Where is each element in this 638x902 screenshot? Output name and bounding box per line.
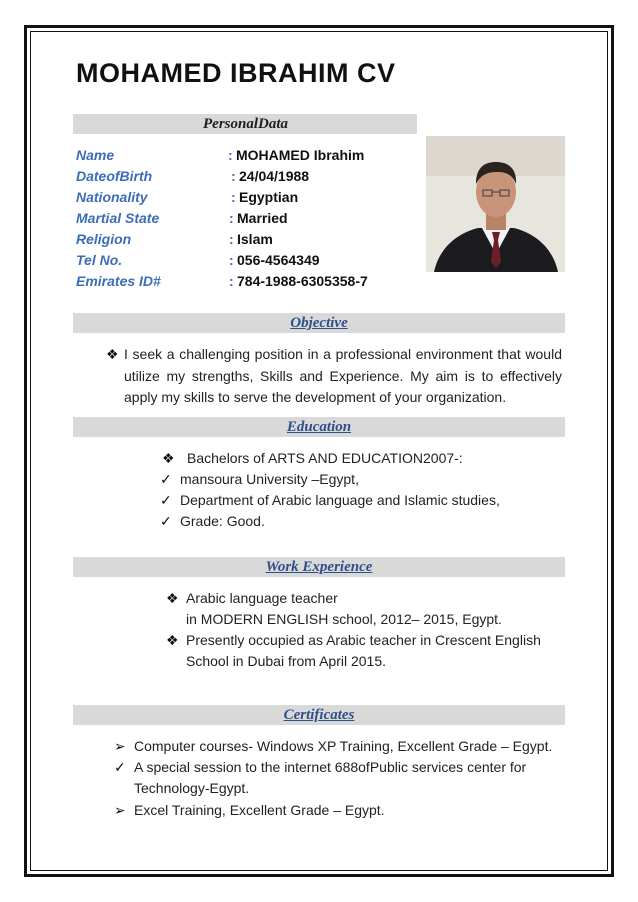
personal-value: 784-1988-6305358-7 <box>237 273 368 289</box>
personal-value: 056-4564349 <box>237 252 320 268</box>
objective-text: I seek a challenging position in a professional environment that would utilize my strengths, Skills and Experience. My aim is to effectively apply my skills to serve the development of your organization. <box>124 346 562 405</box>
personal-row-name <box>76 145 436 165</box>
personal-row-emirates-id <box>76 271 436 291</box>
section-header-certificates <box>73 705 565 725</box>
personal-colon: : <box>231 189 236 205</box>
personal-value: Islam <box>237 231 273 247</box>
personal-row-tel <box>76 250 436 270</box>
section-title-objective: Objective <box>290 315 348 331</box>
personal-label: Name <box>76 147 115 163</box>
personal-label: Nationality <box>76 189 148 205</box>
diamond-bullet-icon: ❖ <box>166 632 179 648</box>
list-item: Bachelors of ARTS AND EDUCATION2007-: <box>187 450 463 466</box>
section-header-education <box>73 417 565 437</box>
list-item: Computer courses- Windows XP Training, Excellent Grade – Egypt. <box>134 738 553 754</box>
personal-value: 24/04/1988 <box>239 168 310 184</box>
list-item-continuation: Technology-Egypt. <box>134 780 250 796</box>
personal-value: Married <box>237 210 288 226</box>
personal-label: Emirates ID# <box>76 273 161 289</box>
list-item: Excel Training, Excellent Grade – Egypt. <box>134 802 385 818</box>
list-item: mansoura University –Egypt, <box>180 471 359 487</box>
check-icon: ✓ <box>160 513 172 529</box>
section-title-work-experience: Work Experience <box>265 559 373 575</box>
section-title-education: Education <box>286 419 352 435</box>
section-header-personal-data <box>73 114 417 134</box>
personal-colon: : <box>229 252 234 268</box>
personal-label: Tel No. <box>76 252 123 268</box>
check-icon: ✓ <box>160 471 172 487</box>
arrow-bullet-icon: ➢ <box>114 738 126 754</box>
list-item: Arabic language teacher <box>186 590 338 606</box>
personal-row-dob <box>76 166 436 186</box>
personal-label: DateofBirth <box>76 168 153 184</box>
personal-row-marital-state <box>76 208 436 228</box>
list-item: A special session to the internet 688ofPublic services center for <box>134 759 527 775</box>
personal-colon: : <box>229 231 234 247</box>
check-icon: ✓ <box>160 492 172 508</box>
section-header-work-experience <box>73 557 565 577</box>
section-title-personal-data: PersonalData <box>203 116 289 132</box>
personal-label: Religion <box>76 231 132 247</box>
cv-title: MOHAMED IBRAHIM CV <box>76 58 396 88</box>
personal-value: Egyptian <box>239 189 299 205</box>
section-title-certificates: Certificates <box>283 707 355 723</box>
list-item: Department of Arabic language and Islamic studies, <box>180 492 500 508</box>
personal-row-nationality <box>76 187 436 207</box>
list-item-continuation: School in Dubai from April 2015. <box>186 653 386 669</box>
list-item-continuation: in MODERN ENGLISH school, 2012– 2015, Egypt. <box>186 611 502 627</box>
diamond-bullet-icon: ❖ <box>162 450 175 466</box>
person-portrait-icon <box>426 136 565 272</box>
personal-colon: : <box>229 210 234 226</box>
diamond-bullet-icon: ❖ <box>166 590 179 606</box>
personal-colon: : <box>229 273 234 289</box>
profile-photo <box>426 136 565 272</box>
personal-label: Martial State <box>76 210 160 226</box>
diamond-bullet-icon: ❖ <box>106 346 119 362</box>
list-item: Presently occupied as Arabic teacher in Crescent English <box>186 632 541 648</box>
section-header-objective <box>73 313 565 333</box>
personal-value: MOHAMED Ibrahim <box>236 147 365 163</box>
personal-colon: : <box>228 147 233 163</box>
personal-colon: : <box>231 168 236 184</box>
check-icon: ✓ <box>114 759 126 775</box>
personal-row-religion <box>76 229 436 249</box>
list-item: Grade: Good. <box>180 513 265 529</box>
arrow-bullet-icon: ➢ <box>114 802 126 818</box>
